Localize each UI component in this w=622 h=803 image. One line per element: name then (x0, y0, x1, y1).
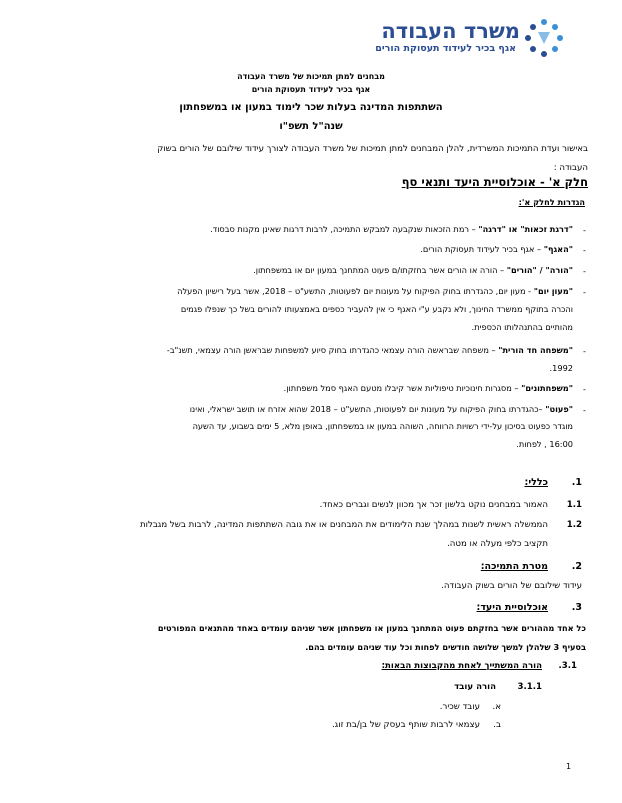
section-1-number: 1. (571, 477, 582, 488)
definition-continuation (550, 360, 573, 377)
definition-text: – הורה או הורים אשר בחזקתו/ם פעוט המתחנך במעון יום או במשפחתון. (253, 265, 507, 275)
definition-continuation (472, 319, 573, 336)
definition-text: והכרה בתוקף ממשרד החינוך, ולא נקבע ע"י האגף כי אין להעביר כספים באמצעותו להורים בשל כך שנפלו פגמים (180, 304, 573, 314)
definition-text: – אגף בכיר לעידוד תעסוקת הורים. (420, 244, 544, 254)
definition-text: 16:00 , לפחות. (516, 439, 573, 449)
intro-line-1: באישור ועדת התמיכות המשרדית, להלן המבחנים למתן תמיכות של משרד העבודה לצורך עידוד שילובם של הורים בשוק (157, 144, 588, 154)
definition-text: – משפחה שבראשה הורה עצמאי כהגדרתו בחוק סיוע למשפחות שבראשן הורה עצמאי, תשנ"ב- (166, 345, 499, 355)
section-3-line-2: בסעיף 3 שלהלן למשך שלושה חודשים לפחות וכל עוד שניהם עומדים בהם. (305, 642, 586, 652)
definition-term: "מעון יום" (533, 286, 573, 296)
definition-item (420, 241, 573, 258)
item-a-text: עובד שכיר. (439, 702, 480, 712)
header-line-1: מבחנים למתן תמיכות של משרד העבודה (237, 72, 385, 81)
definition-term: "הורה" / "הורים" (506, 265, 573, 275)
definition-item (190, 401, 573, 418)
section-3-1-number: 3.1. (558, 661, 577, 671)
intro-line-2: העבודה : (553, 163, 588, 173)
section-3-line-1: כל אחד מההורים אשר בחזקתם פעוט המתחנך במעון או משפחתון אשר שניהם עומדים באחד מהתנאים המפורטים (157, 623, 586, 633)
section-1-2-line-2: תקציב כלפי מעלה או מטה. (447, 539, 548, 549)
ministry-logo-icon (524, 18, 564, 58)
section-3-1-1-number: 3.1.1 (517, 682, 542, 692)
definition-item (210, 221, 573, 238)
item-b-text: עצמאי לרבות שותף בעסק של בן/בת זוג. (331, 720, 480, 730)
item-b-letter: ב. (493, 720, 501, 730)
definition-text: –כהגדרתו בחוק הפיקוח על מעונות יום לפעוטות, התשע"ט – 2018 שהוא אזרח או תושב ישראלי, ואינו (189, 404, 546, 414)
definition-continuation (193, 418, 573, 435)
definition-bullet: - (583, 287, 586, 297)
definition-text: 1992. (549, 363, 573, 373)
section-3-title: אוכלוסיית היעד: (476, 602, 548, 613)
item-a-letter: א. (492, 702, 501, 712)
definition-continuation (181, 301, 573, 318)
document-year: שנה"ל תשפ"ו (279, 121, 343, 132)
definition-bullet: - (583, 245, 586, 255)
definitions-title: הגדרות לחלק א': (518, 197, 585, 207)
section-3-number: 3. (571, 602, 582, 613)
definition-item (284, 380, 573, 397)
section-2-number: 2. (571, 561, 582, 572)
section-1-1-number: 1.1 (566, 500, 582, 510)
section-1-2-line-1: הממשלה ראשית לשנות במהלך שנת הלימודים את המבחנים או את גובה השתתפות המדינה, לרבות בשל מגבלות (139, 520, 548, 530)
section-1-title: כללי: (524, 477, 548, 488)
section-3-1-1-text: הורה עובד (454, 682, 496, 692)
definition-text: מהותיים בהתנהלותו הכספית. (471, 322, 573, 332)
definition-term: "משפחתונים" (521, 383, 573, 393)
definition-bullet: - (583, 225, 586, 235)
ministry-logo (374, 18, 564, 64)
definition-term: "פעוט" (545, 404, 573, 414)
logo-title: משרד העבודה (381, 19, 520, 43)
section-2-text: עידוד שילובם של הורים בשוק העבודה. (441, 581, 582, 591)
definition-item (167, 342, 573, 359)
definition-bullet: - (583, 405, 586, 415)
definition-continuation (516, 436, 573, 453)
definition-text: – רמת הזכאות שנקבעה למבקש התמיכה, לרבות דרגות שאינן מקנות סבסוד. (210, 224, 479, 234)
section-1-1-text: האמור במבחנים נוקט בלשון זכר אך מכוון לנשים וגברים כאחד. (319, 500, 548, 510)
section-3-1-text: הורה המשתייך לאחת מהקבוצות הבאות: (381, 661, 542, 671)
definition-text: מוגדר כפעוט בסיכון על-ידי רשויות הרווחה, השוהה במעון או במשפחתון, באופן מלא, 5 ימים בשבוע, עד השעה (192, 421, 573, 431)
definition-item (177, 283, 573, 300)
document-title: השתתפות המדינה בעלות שכר לימוד במעון או במשפחתון (179, 102, 443, 113)
section-1-2-number: 1.2 (566, 520, 582, 530)
definition-text: - מעון יום, כהגדרתו בחוק הפיקוח על מעונות יום לפעוטות, התשע"ט – 2018, אשר בעל רישיון הפעלה (177, 286, 534, 296)
definition-text: – מסגרות חינוכיות טיפוליות אשר קיבלו מטעם האגף סמל משפחתון. (283, 383, 522, 393)
part-a-title: חלק א' - אוכלוסיית היעד ותנאי סף (401, 175, 588, 189)
definition-term: "משפחה חד הורית" (498, 345, 573, 355)
definition-term: "האגף" (543, 244, 573, 254)
definition-bullet: - (583, 384, 586, 394)
definition-bullet: - (583, 346, 586, 356)
section-2-title: מטרת התמיכה: (480, 561, 548, 572)
page-number: 1 (566, 762, 572, 771)
header-line-2: אגף בכיר לעידוד תעסוקת הורים (251, 85, 371, 94)
definition-term: "דרגת זכאות" או "דרגה" (478, 224, 573, 234)
definition-item (253, 262, 573, 279)
logo-subtitle: אגף בכיר לעידוד תעסוקת הורים (375, 43, 516, 54)
definition-bullet: - (583, 266, 586, 276)
